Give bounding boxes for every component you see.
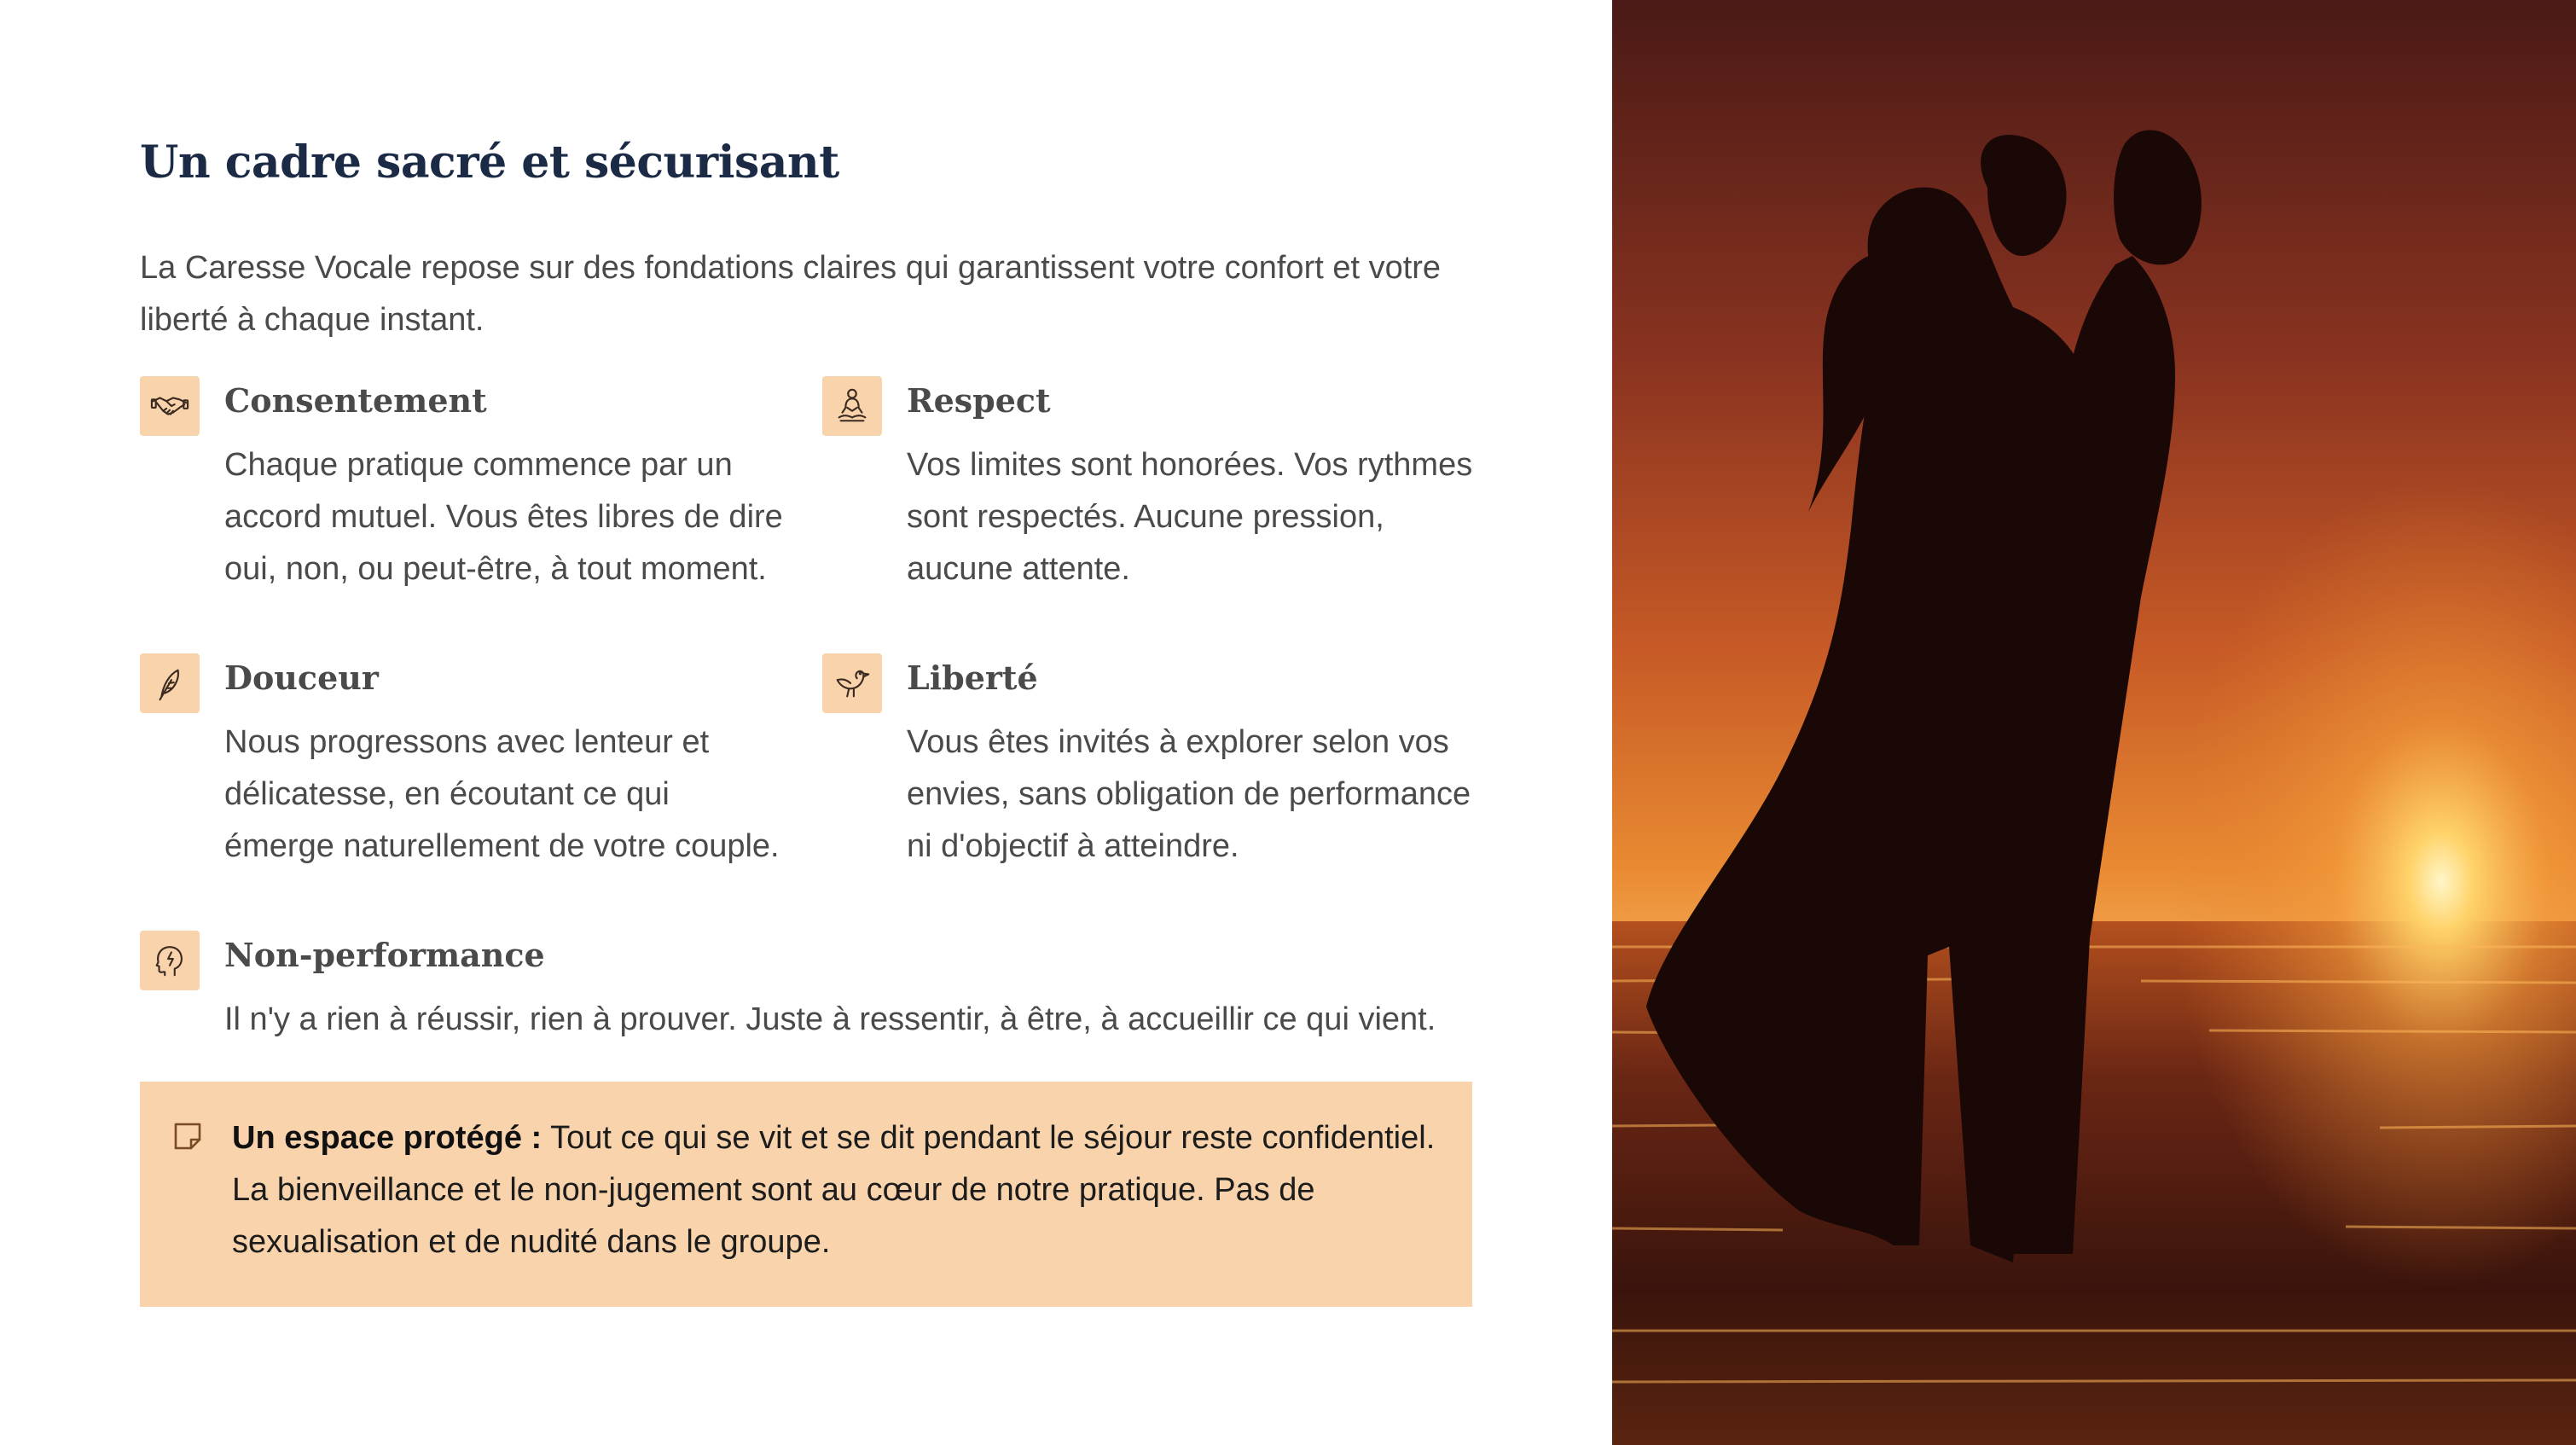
feature-description: Vous êtes invités à explorer selon vos envies, sans obligation de performance ni d'objectif à atteindre. [907, 724, 1471, 864]
feature-title: Douceur [224, 659, 379, 697]
handshake-icon [140, 376, 200, 436]
feature-douceur [140, 653, 805, 875]
feature-description: Nous progressons avec lenteur et délicatesse, en écoutant ce qui émerge naturellement de votre couple. [224, 724, 780, 864]
couple-sunset-photo [1612, 0, 2576, 1445]
callout-box [140, 1082, 1472, 1307]
feature-non-performance [140, 931, 1474, 1050]
intro-paragraph: La Caresse Vocale repose sur des fondations claires qui garantissent votre confort et votre liberté à chaque instant. [140, 250, 1442, 338]
callout-label: Un espace protégé : [232, 1120, 542, 1156]
feature-consentement [140, 376, 805, 598]
person-meditation-icon [822, 376, 882, 436]
head-mind-icon [140, 931, 200, 990]
feather-icon [140, 653, 200, 713]
feature-title: Non-performance [224, 936, 545, 974]
sticky-note-icon [171, 1119, 205, 1153]
bird-icon [822, 653, 882, 713]
callout-body: Tout ce qui se vit et se dit pendant le séjour reste confidentiel. La bienveillance et le non-jugement sont au cœur de notre pratique. Pas de sexualisation et de nudité dans le groupe. [232, 1120, 1436, 1260]
feature-respect [822, 376, 1488, 598]
callout-text [232, 1112, 1452, 1268]
feature-description: Vos limites sont honorées. Vos rythmes sont respectés. Aucune pression, aucune attente. [907, 447, 1473, 587]
feature-description: Chaque pratique commence par un accord mutuel. Vous êtes libres de dire oui, non, ou peut-être, à tout moment. [224, 447, 783, 587]
feature-title: Liberté [907, 659, 1038, 697]
page-title: Un cadre sacré et sécurisant [140, 136, 839, 189]
feature-description: Il n'y a rien à réussir, rien à prouver. Juste à ressentir, à être, à accueillir ce qui vient. [224, 1001, 1436, 1037]
feature-liberte [822, 653, 1488, 875]
feature-title: Respect [907, 381, 1051, 420]
feature-title: Consentement [224, 381, 487, 420]
content-panel [140, 0, 1474, 1445]
